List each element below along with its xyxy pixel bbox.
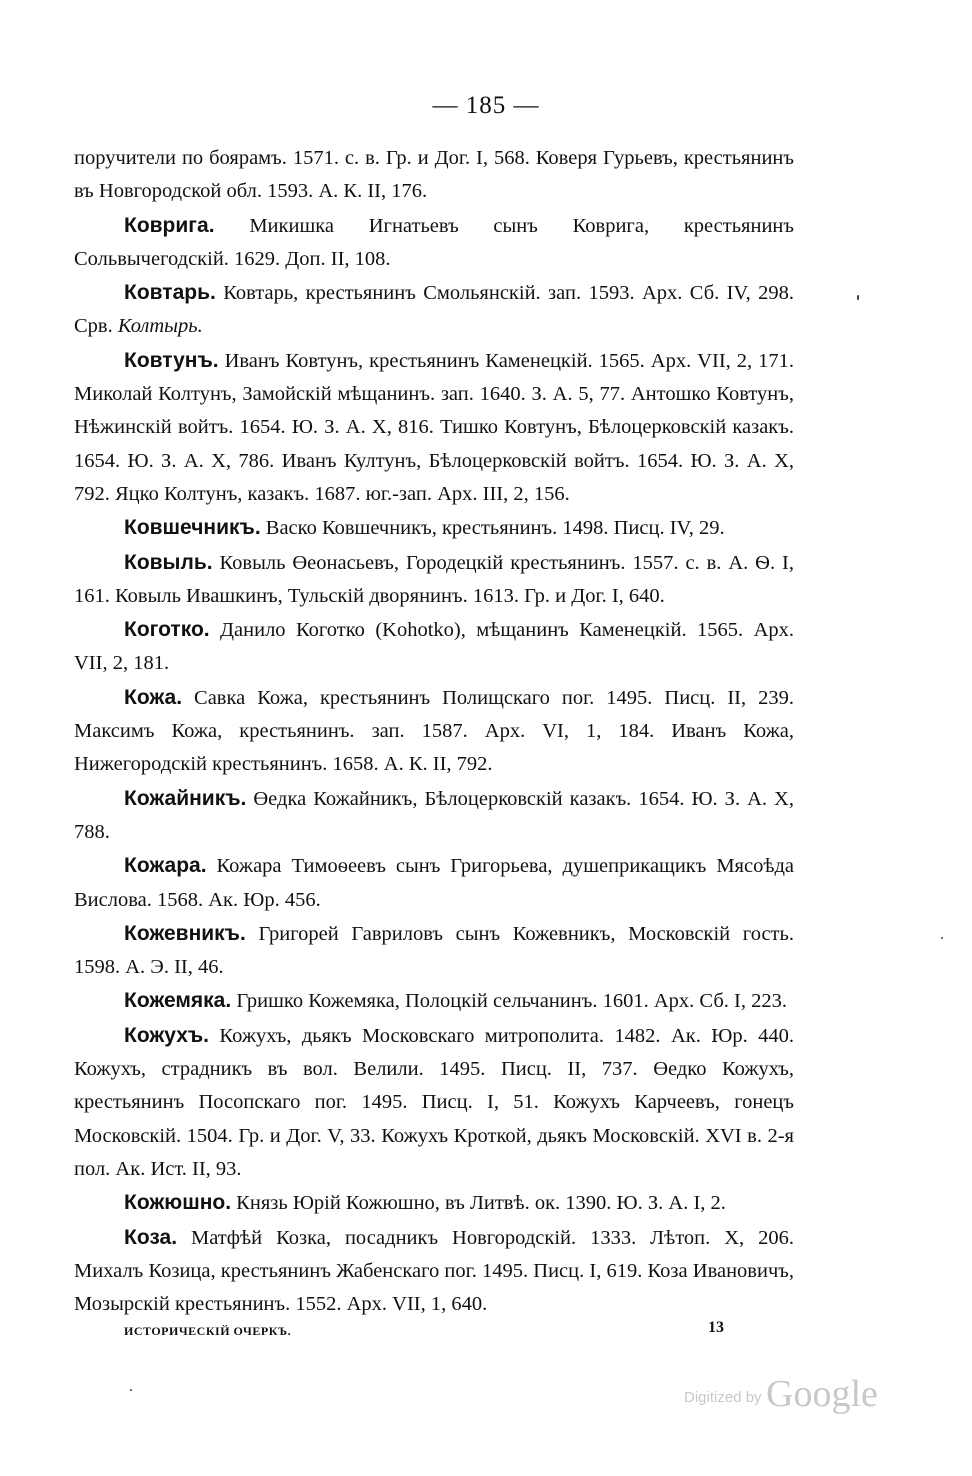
dictionary-entry <box>74 681 794 782</box>
entry-text: Савка Кожа, крестьянинъ Полищскаго пог. 1495. Писц. II, 239. Максимъ Кожа, крестьянинъ. зап. 1587. Арх. VI, 1, 184. Иванъ Кожа, Нижегородскій крестьянинъ. 1658. А. К. II, 792. <box>74 686 794 776</box>
dictionary-entry <box>74 984 794 1018</box>
scan-speck <box>941 937 943 939</box>
dictionary-entry <box>74 782 794 850</box>
entry-headword: Кожа. <box>124 685 183 709</box>
entry-text: Данило Коготко (Kohotko), мѣщанинъ Каменецкій. 1565. Арх. VII, 2, 181. <box>74 619 794 675</box>
entry-text: Иванъ Ковтунъ, крестьянинъ Каменецкій. 1565. Арх. VII, 2, 171. Миколай Колтунъ, Замойскій мѣщанинъ. зап. 1640. З. А. 5, 77. Антошко Ковтунъ, Нѣжинскій войтъ. 1654. Ю. З. А. X, 816. Тишко Ковтунъ, Бѣлоцерковскій казакъ. 1654. Ю. З. А. X, 786. Иванъ Култунъ, Бѣлоцерковскій войтъ. 1654. Ю. З. А. X, 792. Яцко Колтунъ, казакъ. 1687. юг.-зап. Арх. III, 2, 156. <box>74 349 794 505</box>
dictionary-entry <box>74 917 794 985</box>
entry-headword: Коврига. <box>124 213 215 237</box>
continued-entry-text: поручители по боярамъ. 1571. с. в. Гр. и Дог. I, 568. Коверя Гурьевъ, крестьянинъ въ Новгородской обл. 1593. А. К. II, 176. <box>74 147 794 203</box>
entry-text: Васко Ковшечникъ, крестьянинъ. 1498. Писц. IV, 29. <box>260 517 725 540</box>
entry-headword: Ковыль. <box>124 550 213 574</box>
entry-text: Гришко Кожемяка, Полоцкій сельчанинъ. 1601. Арх. Сб. I, 223. <box>231 990 787 1013</box>
entry-headword: Ковтунъ. <box>124 348 219 372</box>
dictionary-entry <box>74 546 794 614</box>
entry-headword: Кожюшно. <box>124 1191 232 1215</box>
watermark-prefix: Digitized by <box>684 1389 762 1406</box>
watermark-brand: Google <box>766 1373 878 1415</box>
dictionary-entry <box>74 1221 794 1322</box>
entry-headword: Ковшечникъ. <box>124 516 261 540</box>
dictionary-entry <box>74 613 794 681</box>
entry-text: Князь Юрій Кожюшно, въ Литвѣ. ок. 1390. Ю. З. А. I, 2. <box>231 1192 726 1215</box>
dictionary-entry <box>74 276 794 344</box>
entry-cross-reference: Колтырь. <box>117 315 203 338</box>
entry-headword: Кожара. <box>124 854 207 878</box>
page-number: — 185 — <box>432 92 540 119</box>
scan-speck <box>130 1389 132 1391</box>
entry-text: Ковыль Өеонасьевъ, Городецкій крестьянинъ. 1557. с. в. А. Ѳ. I, 161. Ковыль Ивашкинъ, Тульскій дворянинъ. 1613. Гр. и Дог. I, 640. <box>74 551 794 607</box>
dictionary-entry <box>74 1186 794 1220</box>
entry-text: Өедка Кожайникъ, Бѣлоцерковскій казакъ. 1654. Ю. З. А. X, 788. <box>74 787 794 843</box>
entry-text: Кожухъ, дьякъ Московскаго митрополита. 1482. Ак. Юр. 440. Кожухъ, страдникъ въ вол. Велили. 1495. Писц. II, 737. Өедко Кожухъ, крестьянинъ Посопскаго пог. 1495. Писц. I, 51. Кожухъ Карчеевъ, гонецъ Московскій. 1504. Гр. и Дог. V, 33. Кожухъ Кроткой, дьякъ Московскій. XVI в. 2-я пол. Ак. Ист. II, 93. <box>74 1024 794 1180</box>
dictionary-entry <box>74 849 794 917</box>
dictionary-entry <box>74 1019 794 1186</box>
entry-headword: Кожевникъ. <box>124 921 246 945</box>
entry-text: Микишка Игнатьевъ сынъ Коврига, крестьянинъ Сольвычегодскій. 1629. Доп. II, 108. <box>74 214 794 270</box>
entry-text: Ковтарь, крестьянинъ Смольянскій. зап. 1593. Арх. Сб. IV, 298. Срв. <box>74 282 794 338</box>
entry-headword: Кожемяка. <box>124 989 232 1013</box>
entry-text: Матфѣй Козка, посадникъ Новгородскій. 1333. Лѣтоп. X, 206. Михалъ Козица, крестьянинъ Жабенскаго пог. 1495. Писц. I, 619. Коза Ивановичъ, Мозырскій крестьянинъ. 1552. Арх. VII, 1, 640. <box>74 1226 794 1316</box>
dictionary-entry <box>74 209 794 277</box>
entry-text: Кожара Тимоѳеевъ сынъ Григорьева, душеприкащикъ Мясоѣда Вислова. 1568. Ак. Юр. 456. <box>74 855 794 911</box>
digitized-watermark <box>684 1372 878 1416</box>
entry-headword: Кожайникъ. <box>124 786 247 810</box>
footer-sheet-number: 13 <box>708 1319 724 1336</box>
text-column <box>74 142 794 1321</box>
entry-text: Григорей Гавриловъ сынъ Кожевникъ, Московскій гость. 1598. А. Э. II, 46. <box>74 922 794 979</box>
dictionary-entry <box>74 344 794 511</box>
footer-signature: ИСТОРИЧЕСКІЙ ОЧЕРКЪ. <box>124 1324 292 1338</box>
entry-headword: Коготко. <box>124 618 210 642</box>
dictionary-entry <box>74 511 794 545</box>
entry-headword: Ковтарь. <box>124 281 216 305</box>
entry-headword: Кожухъ. <box>124 1023 210 1047</box>
scan-speck <box>857 295 859 300</box>
entry-headword: Коза. <box>124 1225 178 1249</box>
